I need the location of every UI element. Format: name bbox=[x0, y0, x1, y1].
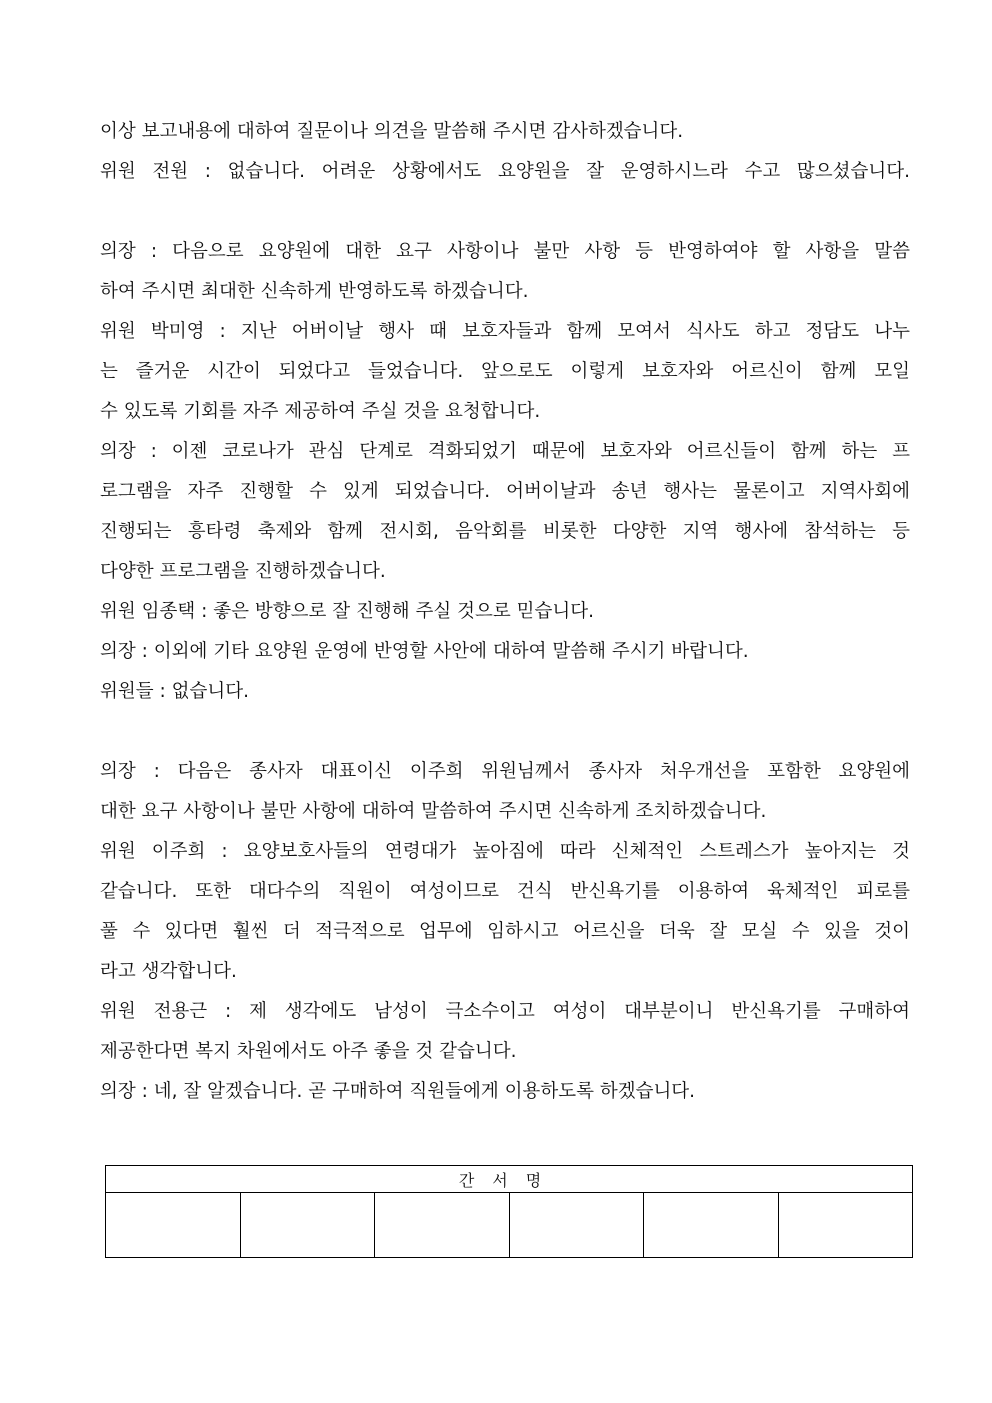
paragraph-gap bbox=[100, 192, 910, 232]
text-line: 위원들 : 없습니다. bbox=[100, 681, 249, 702]
text-line: 수 있도록 기회를 자주 제공하여 주실 것을 요청합니다. bbox=[100, 401, 541, 422]
text-line: 위원 임종택 : 좋은 방향으로 잘 진행해 주실 것으로 믿습니다. bbox=[100, 601, 594, 622]
signature-header-row bbox=[106, 1166, 913, 1193]
text-line: 로그램을 자주 진행할 수 있게 되었습니다. 어버이날과 송년 행사는 물론이고 지역사회에 bbox=[100, 481, 910, 502]
text-line: 는 즐거운 시간이 되었다고 들었습니다. 앞으로도 이렇게 보호자와 어르신이 함께 모일 bbox=[100, 361, 910, 382]
text-line: 풀 수 있다면 훨씬 더 적극적으로 업무에 임하시고 어르신을 더욱 잘 모실 수 있을 것이 bbox=[100, 921, 910, 942]
text-line: 대한 요구 사항이나 불만 사항에 대하여 말씀하여 주시면 신속하게 조치하겠습니다. bbox=[100, 801, 767, 822]
text-line: 이상 보고내용에 대하여 질문이나 의견을 말씀해 주시면 감사하겠습니다. bbox=[100, 121, 684, 142]
text-line: 하여 주시면 최대한 신속하게 반영하도록 하겠습니다. bbox=[100, 281, 529, 302]
text-line: 위원 박미영 : 지난 어버이날 행사 때 보호자들과 함께 모여서 식사도 하고 정담도 나누 bbox=[100, 321, 910, 342]
signature-cell[interactable] bbox=[644, 1193, 779, 1258]
paragraph-gap bbox=[100, 712, 910, 752]
text-line: 의장 : 다음은 종사자 대표이신 이주희 위원님께서 종사자 처우개선을 포함한 요양원에 bbox=[100, 761, 910, 782]
signature-cell[interactable] bbox=[106, 1193, 241, 1258]
text-line: 위원 이주희 : 요양보호사들의 연령대가 높아짐에 따라 신체적인 스트레스가 높아지는 것 bbox=[100, 841, 910, 862]
text-line: 의장 : 네, 잘 알겠습니다. 곧 구매하여 직원들에게 이용하도록 하겠습니다. bbox=[100, 1081, 696, 1102]
signature-table bbox=[105, 1165, 913, 1258]
signature-cell[interactable] bbox=[375, 1193, 510, 1258]
text-line: 위원 전용근 : 제 생각에도 남성이 극소수이고 여성이 대부분이니 반신욕기를 구매하여 bbox=[100, 1001, 910, 1022]
signature-cell[interactable] bbox=[509, 1193, 644, 1258]
text-line: 제공한다면 복지 차원에서도 아주 좋을 것 같습니다. bbox=[100, 1041, 517, 1062]
text-line: 라고 생각합니다. bbox=[100, 961, 237, 982]
text-line: 같습니다. 또한 대다수의 직원이 여성이므로 건식 반신욕기를 이용하여 육체적인 피로를 bbox=[100, 881, 910, 902]
text-line: 의장 : 이젠 코로나가 관심 단계로 격화되었기 때문에 보호자와 어르신들이 함께 하는 프 bbox=[100, 441, 910, 462]
signature-row bbox=[106, 1193, 913, 1258]
text-line: 다양한 프로그램을 진행하겠습니다. bbox=[100, 561, 386, 582]
text-line: 위원 전원 : 없습니다. 어려운 상황에서도 요양원을 잘 운영하시느라 수고 많으셨습니다. bbox=[100, 161, 910, 182]
document-body bbox=[100, 112, 910, 1112]
text-line: 의장 : 이외에 기타 요양원 운영에 반영할 사안에 대하여 말씀해 주시기 바랍니다. bbox=[100, 641, 749, 662]
text-line: 진행되는 흥타령 축제와 함께 전시회, 음악회를 비롯한 다양한 지역 행사에 참석하는 등 bbox=[100, 521, 910, 542]
signature-cell[interactable] bbox=[240, 1193, 375, 1258]
signature-header: 간서명 bbox=[106, 1166, 913, 1193]
text-line: 의장 : 다음으로 요양원에 대한 요구 사항이나 불만 사항 등 반영하여야 할 사항을 말씀 bbox=[100, 241, 910, 262]
signature-cell[interactable] bbox=[778, 1193, 913, 1258]
